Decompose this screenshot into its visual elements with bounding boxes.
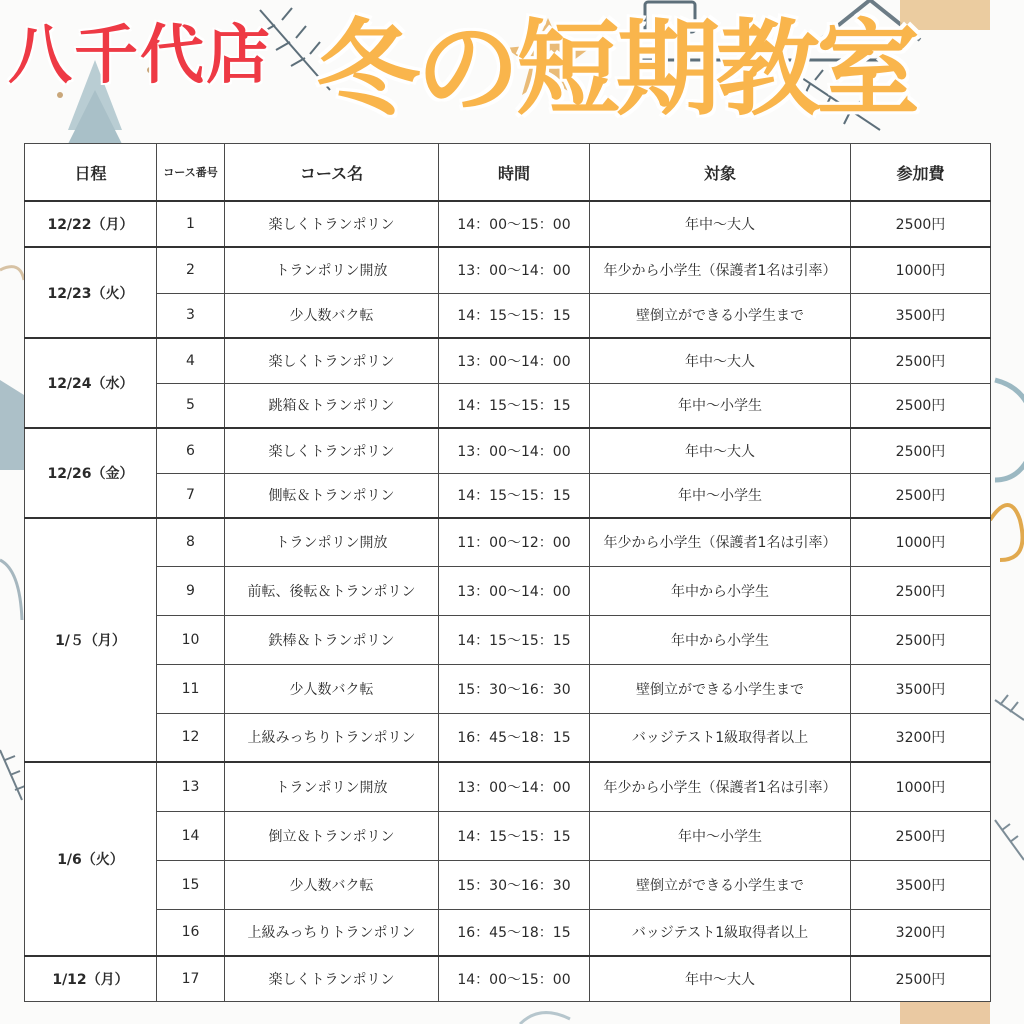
fee-cell: 3500円 <box>851 293 991 338</box>
column-header-fee: 参加費 <box>851 144 991 202</box>
course-number-cell: 5 <box>157 383 225 428</box>
fee-cell: 2500円 <box>851 956 991 1001</box>
fee-cell: 2500円 <box>851 201 991 247</box>
course-name-cell: 倒立＆トランポリン <box>225 811 439 860</box>
fee-cell: 3200円 <box>851 909 991 956</box>
table-header-row <box>25 144 991 202</box>
date-cell: 1/6（火） <box>25 762 157 956</box>
course-number-cell: 13 <box>157 762 225 811</box>
table-row <box>25 860 991 909</box>
course-name-cell: 少人数バク転 <box>225 293 439 338</box>
fee-cell: 2500円 <box>851 428 991 473</box>
course-name-cell: 上級みっちりトランポリン <box>225 713 439 762</box>
fee-cell: 2500円 <box>851 338 991 383</box>
table-row <box>25 293 991 338</box>
column-header-time: 時間 <box>439 144 590 202</box>
table-row <box>25 713 991 762</box>
course-name-cell: 楽しくトランポリン <box>225 338 439 383</box>
course-name-cell: トランポリン開放 <box>225 247 439 293</box>
course-name-cell: トランポリン開放 <box>225 762 439 811</box>
course-name-cell: トランポリン開放 <box>225 518 439 566</box>
target-cell: 年中から小学生 <box>590 566 851 615</box>
target-cell: 年中から小学生 <box>590 615 851 664</box>
table-row <box>25 428 991 473</box>
column-header-course-name: コース名 <box>225 144 439 202</box>
time-cell: 16：45〜18：15 <box>439 713 590 762</box>
time-cell: 13：00〜14：00 <box>439 566 590 615</box>
target-cell: 年中〜大人 <box>590 338 851 383</box>
fee-cell: 1000円 <box>851 762 991 811</box>
course-number-cell: 1 <box>157 201 225 247</box>
course-name-cell: 跳箱＆トランポリン <box>225 383 439 428</box>
target-cell: 年少から小学生（保護者1名は引率） <box>590 762 851 811</box>
target-cell: 年少から小学生（保護者1名は引率） <box>590 518 851 566</box>
date-cell: 12/24（水） <box>25 338 157 428</box>
course-number-cell: 15 <box>157 860 225 909</box>
target-cell: 壁倒立ができる小学生まで <box>590 664 851 713</box>
date-cell: 1/５（月） <box>25 518 157 762</box>
course-name-cell: 少人数バク転 <box>225 860 439 909</box>
target-cell: 年中〜小学生 <box>590 811 851 860</box>
table-row <box>25 615 991 664</box>
fee-cell: 2500円 <box>851 615 991 664</box>
course-name-cell: 楽しくトランポリン <box>225 428 439 473</box>
course-number-cell: 10 <box>157 615 225 664</box>
schedule-table <box>24 143 991 1002</box>
table-row <box>25 956 991 1001</box>
course-number-cell: 12 <box>157 713 225 762</box>
fee-cell: 2500円 <box>851 473 991 518</box>
date-cell: 12/26（金） <box>25 428 157 518</box>
column-header-target: 対象 <box>590 144 851 202</box>
time-cell: 13：00〜14：00 <box>439 762 590 811</box>
table-row <box>25 338 991 383</box>
target-cell: バッジテスト1級取得者以上 <box>590 713 851 762</box>
course-number-cell: 14 <box>157 811 225 860</box>
page-title: 冬の短期教室 <box>316 8 917 130</box>
course-number-cell: 4 <box>157 338 225 383</box>
table-row <box>25 909 991 956</box>
target-cell: 年中〜小学生 <box>590 473 851 518</box>
course-number-cell: 17 <box>157 956 225 1001</box>
course-number-cell: 3 <box>157 293 225 338</box>
date-cell: 12/22（月） <box>25 201 157 247</box>
column-header-course-number: コース番号 <box>157 144 225 202</box>
time-cell: 14：15〜15：15 <box>439 293 590 338</box>
time-cell: 14：15〜15：15 <box>439 473 590 518</box>
fee-cell: 1000円 <box>851 247 991 293</box>
course-name-cell: 少人数バク転 <box>225 664 439 713</box>
time-cell: 14：15〜15：15 <box>439 383 590 428</box>
course-number-cell: 2 <box>157 247 225 293</box>
time-cell: 16：45〜18：15 <box>439 909 590 956</box>
time-cell: 11：00〜12：00 <box>439 518 590 566</box>
course-name-cell: 上級みっちりトランポリン <box>225 909 439 956</box>
table-row <box>25 201 991 247</box>
store-name: 八千代店 <box>8 19 272 93</box>
time-cell: 13：00〜14：00 <box>439 247 590 293</box>
course-number-cell: 6 <box>157 428 225 473</box>
table-row <box>25 473 991 518</box>
table-row <box>25 762 991 811</box>
column-header-date: 日程 <box>25 144 157 202</box>
table-row <box>25 664 991 713</box>
course-name-cell: 楽しくトランポリン <box>225 201 439 247</box>
time-cell: 13：00〜14：00 <box>439 338 590 383</box>
fee-cell: 3500円 <box>851 664 991 713</box>
fee-cell: 2500円 <box>851 383 991 428</box>
course-number-cell: 11 <box>157 664 225 713</box>
time-cell: 14：00〜15：00 <box>439 956 590 1001</box>
course-name-cell: 鉄棒＆トランポリン <box>225 615 439 664</box>
course-number-cell: 9 <box>157 566 225 615</box>
target-cell: 年中〜小学生 <box>590 383 851 428</box>
time-cell: 15：30〜16：30 <box>439 860 590 909</box>
course-number-cell: 16 <box>157 909 225 956</box>
fee-cell: 2500円 <box>851 811 991 860</box>
time-cell: 15：30〜16：30 <box>439 664 590 713</box>
fee-cell: 2500円 <box>851 566 991 615</box>
target-cell: 年少から小学生（保護者1名は引率） <box>590 247 851 293</box>
date-cell: 1/12（月） <box>25 956 157 1001</box>
target-cell: 年中〜大人 <box>590 428 851 473</box>
table-row <box>25 811 991 860</box>
target-cell: バッジテスト1級取得者以上 <box>590 909 851 956</box>
time-cell: 14：15〜15：15 <box>439 811 590 860</box>
target-cell: 壁倒立ができる小学生まで <box>590 860 851 909</box>
course-name-cell: 前転、後転＆トランポリン <box>225 566 439 615</box>
course-number-cell: 8 <box>157 518 225 566</box>
table-row <box>25 383 991 428</box>
table-row <box>25 566 991 615</box>
course-name-cell: 楽しくトランポリン <box>225 956 439 1001</box>
target-cell: 年中〜大人 <box>590 201 851 247</box>
course-number-cell: 7 <box>157 473 225 518</box>
table-row <box>25 518 991 566</box>
time-cell: 14：00〜15：00 <box>439 201 590 247</box>
date-cell: 12/23（火） <box>25 247 157 338</box>
table-row <box>25 247 991 293</box>
time-cell: 14：15〜15：15 <box>439 615 590 664</box>
fee-cell: 3200円 <box>851 713 991 762</box>
fee-cell: 3500円 <box>851 860 991 909</box>
fee-cell: 1000円 <box>851 518 991 566</box>
target-cell: 年中〜大人 <box>590 956 851 1001</box>
time-cell: 13：00〜14：00 <box>439 428 590 473</box>
course-name-cell: 側転＆トランポリン <box>225 473 439 518</box>
target-cell: 壁倒立ができる小学生まで <box>590 293 851 338</box>
